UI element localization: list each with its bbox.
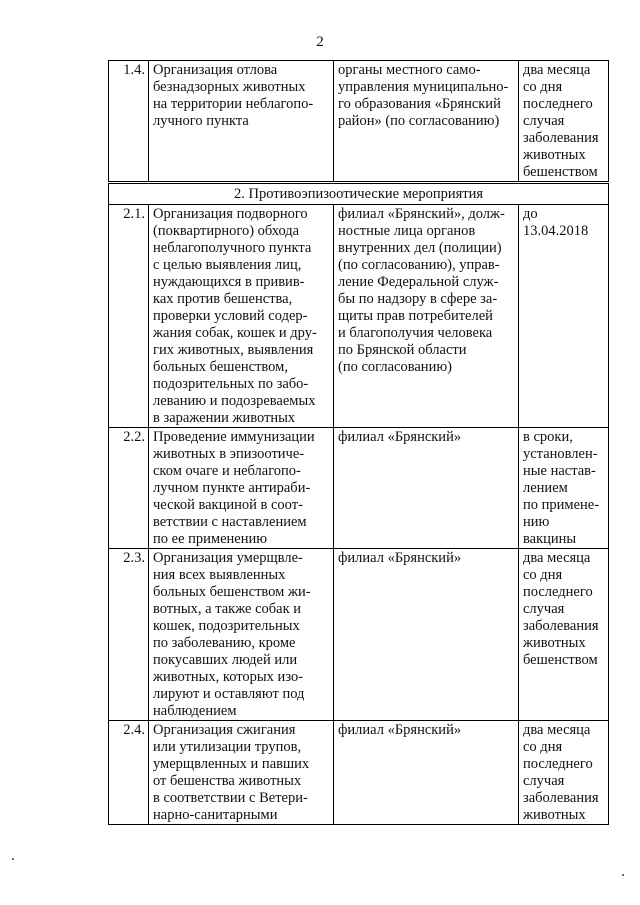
cell-line: заболевания	[523, 790, 599, 806]
cell-line: ния всех выявленных	[153, 567, 286, 583]
deadline-cell	[519, 549, 609, 721]
table-row	[109, 205, 609, 428]
cell-line: ностные лица органов	[338, 223, 476, 239]
scan-speck	[622, 874, 624, 876]
cell-line: по ее применению	[153, 531, 268, 547]
cell-line: два месяца	[523, 550, 591, 566]
responsible-cell	[334, 549, 519, 721]
responsible-cell	[334, 721, 519, 825]
cell-line: Организация сжигания	[153, 722, 296, 738]
cell-line: последнего	[523, 584, 593, 600]
cell-line: больных бешенством жи-	[153, 584, 311, 600]
cell-line: в соответствии с Ветери-	[153, 790, 308, 806]
cell-line: ках против бешенства,	[153, 291, 293, 307]
cell-line: го образования «Брянский	[338, 96, 501, 112]
deadline-cell	[519, 205, 609, 428]
cell-line: безнадзорных животных	[153, 79, 306, 95]
cell-line: Организация умерщвле-	[153, 550, 303, 566]
cell-line: бы по надзору в сфере за-	[338, 291, 498, 307]
cell-line: установлен-	[523, 446, 598, 462]
cell-line: лением	[523, 480, 568, 496]
table-row	[109, 428, 609, 549]
cell-line: больных бешенством,	[153, 359, 288, 375]
responsible-cell	[334, 61, 519, 183]
cell-line: со дня	[523, 739, 563, 755]
cell-line: внутренних дел (полиции)	[338, 240, 502, 256]
cell-line: случая	[523, 601, 565, 617]
cell-line: животных, которых изо-	[153, 669, 304, 685]
cell-line: и благополучия человека	[338, 325, 493, 341]
cell-line: два месяца	[523, 62, 591, 78]
cell-line: органы местного само-	[338, 62, 481, 78]
row-number: 2.2.	[109, 428, 149, 549]
cell-line: ветствии с наставлением	[153, 514, 307, 530]
cell-line: в заражении животных	[153, 410, 296, 426]
event-cell	[149, 428, 334, 549]
cell-line: подозрительных по забо-	[153, 376, 309, 392]
cell-line: вотных, а также собак и	[153, 601, 302, 617]
cell-line: последнего	[523, 96, 593, 112]
cell-line: заболевания	[523, 618, 599, 634]
event-cell	[149, 205, 334, 428]
cell-line: филиал «Брянский»	[338, 550, 462, 566]
cell-line: филиал «Брянский»	[338, 429, 462, 445]
cell-line: по примене-	[523, 497, 600, 513]
cell-line: управления муниципально-	[338, 79, 509, 95]
page-number: 2	[316, 34, 324, 50]
cell-line: случая	[523, 773, 565, 789]
cell-line: покусавших людей или	[153, 652, 298, 668]
cell-line: животных	[523, 147, 586, 163]
cell-line: кошек, подозрительных	[153, 618, 300, 634]
cell-line: Проведение иммунизации	[153, 429, 315, 445]
row-number: 1.4.	[109, 61, 149, 183]
measures-table	[108, 60, 609, 825]
cell-line: наблюдением	[153, 703, 237, 719]
cell-line: нуждающихся в привив-	[153, 274, 305, 290]
cell-line: ление Федеральной служ-	[338, 274, 499, 290]
deadline-cell	[519, 428, 609, 549]
cell-line: животных	[523, 635, 586, 651]
cell-line: филиал «Брянский», долж-	[338, 206, 505, 222]
section-heading: 2. Противоэпизоотические мероприятия	[109, 183, 609, 205]
cell-line: филиал «Брянский»	[338, 722, 462, 738]
cell-line: ные настав-	[523, 463, 596, 479]
cell-line: бешенством	[523, 164, 598, 180]
table-row	[109, 549, 609, 721]
cell-line: заболевания	[523, 130, 599, 146]
cell-line: проверки условий содер-	[153, 308, 308, 324]
cell-line: Организация отлова	[153, 62, 278, 78]
cell-line: на территории неблагопо-	[153, 96, 314, 112]
event-cell	[149, 549, 334, 721]
section-row	[109, 183, 609, 205]
cell-line: со дня	[523, 567, 563, 583]
event-cell	[149, 61, 334, 183]
cell-line: умерщвленных и павших	[153, 756, 310, 772]
responsible-cell	[334, 205, 519, 428]
row-number: 2.4.	[109, 721, 149, 825]
cell-line: животных в эпизоотиче-	[153, 446, 305, 462]
cell-line: случая	[523, 113, 565, 129]
cell-line: в сроки,	[523, 429, 573, 445]
cell-line: или утилизации трупов,	[153, 739, 302, 755]
cell-line: (по согласованию), управ-	[338, 257, 500, 273]
deadline-cell	[519, 61, 609, 183]
cell-line: (по согласованию)	[338, 359, 452, 375]
cell-line: последнего	[523, 756, 593, 772]
cell-line: Организация подворного	[153, 206, 308, 222]
table-row	[109, 721, 609, 825]
cell-line: от бешенства животных	[153, 773, 302, 789]
table-row	[109, 61, 609, 183]
cell-line: лируют и оставляют под	[153, 686, 305, 702]
row-number: 2.1.	[109, 205, 149, 428]
cell-line: жания собак, кошек и дру-	[153, 325, 317, 341]
cell-line: ческой вакциной в соот-	[153, 497, 303, 513]
row-number: 2.3.	[109, 549, 149, 721]
cell-line: ском очаге и неблагопо-	[153, 463, 301, 479]
cell-line: щиты прав потребителей	[338, 308, 493, 324]
cell-line: по заболеванию, кроме	[153, 635, 296, 651]
cell-line: со дня	[523, 79, 563, 95]
responsible-cell	[334, 428, 519, 549]
cell-line: нию вакцины	[523, 514, 577, 547]
cell-line: район» (по согласованию)	[338, 113, 500, 129]
cell-line: лучном пункте антираби-	[153, 480, 311, 496]
scan-speck	[12, 858, 14, 860]
cell-line: леванию и подозреваемых	[153, 393, 316, 409]
cell-line: два месяца	[523, 722, 591, 738]
cell-line: (поквартирного) обхода	[153, 223, 300, 239]
cell-line: животных	[523, 807, 586, 823]
cell-line: с целью выявления лиц,	[153, 257, 302, 273]
cell-line: нарно-санитарными	[153, 807, 278, 823]
cell-line: неблагополучного пункта	[153, 240, 312, 256]
deadline-cell	[519, 721, 609, 825]
cell-line: гих животных, выявления	[153, 342, 314, 358]
cell-line: до 13.04.2018	[523, 206, 589, 239]
event-cell	[149, 721, 334, 825]
cell-line: лучного пункта	[153, 113, 249, 129]
cell-line: бешенством	[523, 652, 598, 668]
cell-line: по Брянской области	[338, 342, 467, 358]
